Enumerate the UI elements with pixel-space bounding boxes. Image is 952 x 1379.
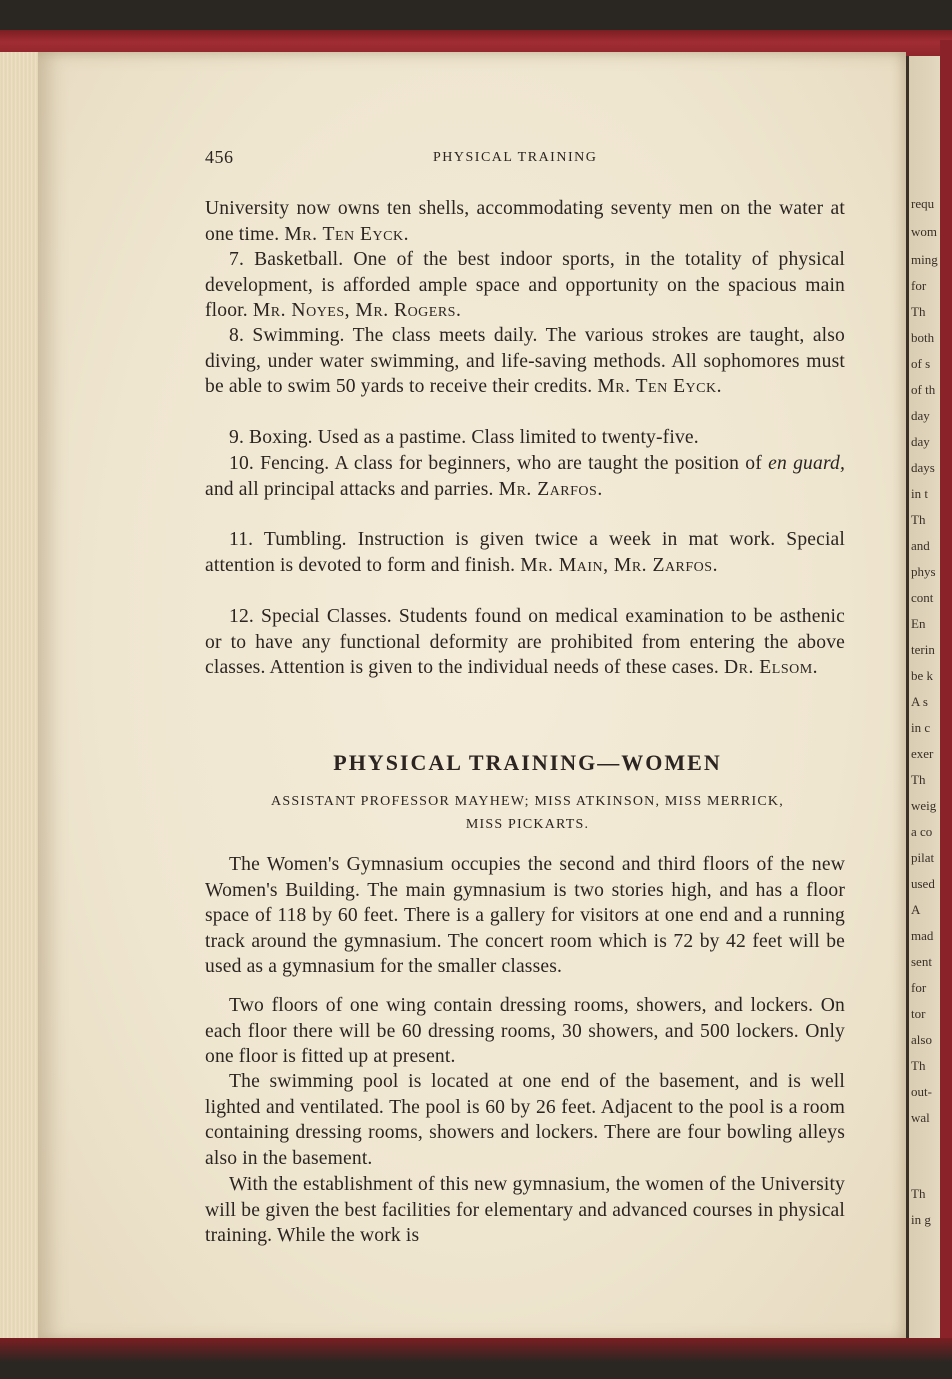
paragraph-fencing <box>205 451 845 502</box>
staff-listing <box>205 790 850 836</box>
paragraph-text: 9. Boxing. Used as a pastime. Class limited to twenty-five. <box>229 427 699 448</box>
paragraph-shells <box>205 196 845 247</box>
paragraph-basketball <box>205 247 845 324</box>
paragraph-text: 8. Swimming. The class meets daily. The various strokes are taught, also diving, under water swimming, and life-saving methods. All sophomores must be able to swim 50 yards to receive their credits. <box>205 325 845 398</box>
attribution: Mr. Zarfos. <box>498 478 603 500</box>
attribution: Mr. Noyes, Mr. Rogers. <box>252 300 462 322</box>
paragraph-swimming-pool: The swimming pool is located at one end of the basement, and is well lighted and ventilated. The pool is 60 by 26 feet. Adjacent to the pool is a room containing dressing rooms, showers and lockers. There are four bowling alleys also in the basement. <box>205 1071 845 1169</box>
book-edge-bottom <box>0 1338 952 1379</box>
binding-spine <box>940 40 952 1340</box>
attribution: Mr. Main, Mr. Zarfos. <box>520 554 718 576</box>
paragraph-text: 7. Basketball. One of the best indoor sports, in the totality of physical development, is afforded ample space and opportunity on the spacious main floor. <box>205 249 845 322</box>
attribution: Mr. Ten Eyck. <box>284 223 409 245</box>
italic-phrase: en guard, <box>768 453 845 474</box>
paragraph-gymnasium: The Women's Gymnasium occupies the second and third floors of the new Women's Building. The main gymnasium is two stories high, and has a floor space of 118 by 60 feet. There is a gallery for visitors at one end and a running track around the gymnasium. The concert room which is 72 by 42 feet will be used as a gymnasium for the smaller classes. <box>205 854 845 978</box>
page-number: 456 <box>205 147 234 167</box>
paragraph-text: 11. Tumbling. Instruction is given twice a week in mat work. Special attention is devoted to form and finish. <box>205 529 845 576</box>
paragraph-text: 12. Special Classes. Students found on medical examination to be asthenic or to have any functional deformity are prohibited from entering the above classes. Attention is given to the individual needs of these cases. <box>205 606 845 679</box>
paragraph-establishment: With the establishment of this new gymnasium, the women of the University will be given the best facilities for elementary and advanced courses in physical training. While the work is <box>205 1174 845 1247</box>
paragraph-tumbling <box>205 527 845 578</box>
paragraph-boxing <box>205 425 845 451</box>
attribution: Mr. Ten Eyck. <box>597 376 723 398</box>
facing-page-sliver: requ wom ming for Th both of s of th day day days in t Th and phys cont En terin be k A s in c exer Th weig a co pilat used A mad sent for tor also Th out- wal Th in g <box>906 56 952 1346</box>
paragraph-text: and all principal attacks and parries. <box>205 478 494 500</box>
paragraph-swimming <box>205 323 845 400</box>
attribution: Dr. Elsom. <box>724 657 819 679</box>
staff-line: MISS PICKARTS. <box>465 817 590 832</box>
running-head: PHYSICAL TRAINING <box>433 150 598 165</box>
paragraph-text: 10. Fencing. A class for beginners, who are taught the position of <box>229 453 769 474</box>
section-title-women: PHYSICAL TRAINING—WOMEN <box>333 750 722 775</box>
paragraph-dressing-rooms: Two floors of one wing contain dressing rooms, showers, and lockers. On each floor there will be 60 dressing rooms, 30 showers, and 500 lockers. Only one floor is fitted up at present. <box>205 995 845 1068</box>
page-header <box>205 147 850 169</box>
paragraph-special-classes <box>205 604 845 681</box>
staff-line: ASSISTANT PROFESSOR MAYHEW; MISS ATKINSON, MISS MERRICK, <box>271 794 784 809</box>
paragraph-text: University now owns ten shells, accommodating seventy men on the water at one time. <box>205 198 845 245</box>
